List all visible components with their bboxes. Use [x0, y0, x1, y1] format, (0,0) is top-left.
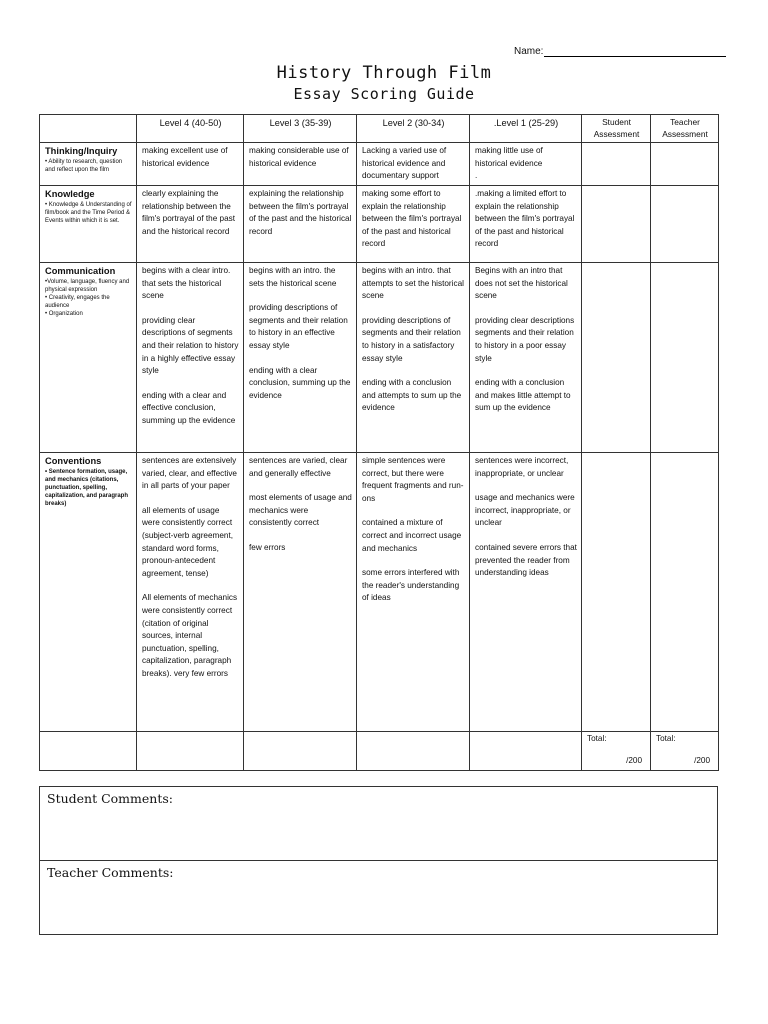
- total-value: /200: [626, 756, 642, 766]
- descriptor: providing clear descriptions of segments and their relation to history in a highly effective essay style: [142, 315, 239, 376]
- rubric-row-thinking: [40, 143, 719, 186]
- level-1-cell: [470, 186, 582, 263]
- level-1-cell: [470, 453, 582, 732]
- descriptor: begins with an intro. that attempts to set the historical scene: [362, 266, 464, 301]
- document-title: History Through Film: [276, 63, 492, 83]
- descriptor: contained severe errors that prevented the reader from understanding ideas: [475, 542, 577, 578]
- descriptor: providing descriptions of segments and their relation to history in a satisfactory essay style: [362, 315, 461, 363]
- descriptor: .: [475, 171, 478, 181]
- descriptor: All elements of mechanics were consistently correct (citation of original sources, internal punctuation, spelling, capitalization, paragraph breaks). very few errors: [142, 593, 238, 678]
- level-1-cell: [470, 263, 582, 453]
- empty-cell: [40, 732, 137, 771]
- teacher-score-cell[interactable]: [651, 453, 719, 732]
- criterion-cell: [40, 263, 137, 453]
- criterion-description: •Volume, language, fluency and physical expression • Creativity, engages the audience • Organization: [45, 279, 130, 317]
- level-2-cell: [357, 186, 470, 263]
- header-level-3: Level 3 (35-39): [244, 115, 357, 143]
- name-field[interactable]: [514, 46, 726, 57]
- descriptor: making considerable use of historical evidence: [249, 146, 349, 168]
- level-4-cell: [137, 143, 244, 186]
- level-3-cell: [244, 453, 357, 732]
- rubric-row-communication: [40, 263, 719, 453]
- descriptor: some errors interfered with the reader's understanding of ideas: [362, 568, 460, 603]
- descriptor: providing clear descriptions segments and their relation to history in a poor essay style: [475, 315, 575, 363]
- descriptor: making little use of historical evidence: [475, 146, 543, 168]
- descriptor: most elements of usage and mechanics were consistently correct: [249, 493, 352, 528]
- descriptor: ending with a conclusion and attempts to sum up the evidence: [362, 378, 462, 413]
- total-label: Total:: [656, 734, 676, 743]
- header-level-4: Level 4 (40-50): [137, 115, 244, 143]
- descriptor: all elements of usage were consistently correct (subject-verb agreement, standard word forms, pronoun-antecedent agreement, tense): [142, 505, 234, 578]
- level-4-cell: [137, 453, 244, 732]
- student-score-cell[interactable]: [582, 143, 651, 186]
- header-teacher-assessment: Teacher Assessment: [651, 115, 719, 143]
- teacher-comments-box[interactable]: [40, 860, 717, 934]
- criterion-cell: [40, 186, 137, 263]
- teacher-total-cell[interactable]: [651, 732, 719, 771]
- criterion-title: Communication: [45, 266, 116, 276]
- header-row: [40, 115, 719, 143]
- descriptor: begins with a clear intro. that sets the historical scene: [142, 266, 231, 301]
- criterion-cell: [40, 143, 137, 186]
- descriptor: begins with an intro. the sets the historical scene: [249, 266, 337, 288]
- total-label: Total:: [587, 734, 607, 743]
- criterion-title: Thinking/Inquiry: [45, 146, 118, 156]
- criterion-description: • Sentence formation, usage, and mechanics (citations, punctuation, spelling, capitalization, and paragraph breaks): [45, 469, 129, 507]
- descriptor: Begins with an intro that does not set the historical scene: [475, 266, 568, 301]
- teacher-score-cell[interactable]: [651, 186, 719, 263]
- empty-cell: [137, 732, 244, 771]
- descriptor: usage and mechanics were incorrect, inappropriate, or unclear: [475, 493, 575, 528]
- student-comments-label: Student Comments:: [47, 791, 173, 806]
- criterion-title: Conventions: [45, 456, 102, 466]
- header-level-2: Level 2 (30-34): [357, 115, 470, 143]
- empty-cell: [357, 732, 470, 771]
- descriptor: clearly explaining the relationship between the film's portrayal of the past and the historical record: [142, 189, 236, 236]
- descriptor: making some effort to explain the relationship between the film's portrayal of the past and historical record: [362, 189, 462, 249]
- level-4-cell: [137, 186, 244, 263]
- rubric-row-conventions: [40, 453, 719, 732]
- teacher-comments-label: Teacher Comments:: [47, 865, 174, 880]
- name-label: Name:: [514, 46, 544, 57]
- rubric-row-knowledge: [40, 186, 719, 263]
- level-4-cell: [137, 263, 244, 453]
- level-3-cell: [244, 143, 357, 186]
- descriptor: providing descriptions of segments and their relation to history in an effective essay style: [249, 303, 348, 350]
- header-blank: [40, 115, 137, 143]
- descriptor: sentences are varied, clear and generally effective: [249, 456, 348, 478]
- descriptor: .making a limited effort to explain the relationship between the film's portrayal of the past and historical record: [475, 189, 575, 249]
- comments-section: [39, 786, 718, 935]
- total-value: /200: [694, 756, 710, 766]
- descriptor: explaining the relationship between the film's portrayal of the past and the historical record: [249, 189, 352, 236]
- student-score-cell[interactable]: [582, 186, 651, 263]
- level-2-cell: [357, 453, 470, 732]
- header-student-assessment: Student Assessment: [582, 115, 651, 143]
- name-line[interactable]: [544, 46, 726, 57]
- teacher-score-cell[interactable]: [651, 143, 719, 186]
- level-1-cell: [470, 143, 582, 186]
- descriptor: few errors: [249, 542, 286, 552]
- descriptor: ending with a clear and effective conclusion, summing up the evidence: [142, 390, 236, 425]
- student-score-cell[interactable]: [582, 453, 651, 732]
- level-3-cell: [244, 263, 357, 453]
- totals-row: [40, 732, 719, 771]
- empty-cell: [244, 732, 357, 771]
- header-level-1: .Level 1 (25-29): [470, 115, 582, 143]
- descriptor: sentences are extensively varied, clear, and effective in all parts of your paper: [142, 456, 237, 491]
- criterion-description: • Knowledge & Understanding of film/book and the Time Period & Events within which it is set.: [45, 202, 132, 224]
- criterion-title: Knowledge: [45, 189, 95, 199]
- teacher-score-cell[interactable]: [651, 263, 719, 453]
- descriptor: sentences were incorrect, inappropriate, or unclear: [475, 456, 569, 478]
- student-total-cell[interactable]: [582, 732, 651, 771]
- descriptor: ending with a clear conclusion, summing up the evidence: [249, 365, 351, 400]
- scoring-rubric-table: [39, 114, 719, 771]
- empty-cell: [470, 732, 582, 771]
- level-3-cell: [244, 186, 357, 263]
- criterion-cell: [40, 453, 137, 732]
- student-comments-box[interactable]: [40, 787, 717, 860]
- student-score-cell[interactable]: [582, 263, 651, 453]
- document-subtitle: Essay Scoring Guide: [293, 85, 475, 103]
- level-2-cell: [357, 143, 470, 186]
- descriptor: simple sentences were correct, but there were frequent fragments and run-ons: [362, 456, 464, 503]
- descriptor: Lacking a varied use of historical evidence and documentary support: [362, 146, 447, 181]
- descriptor: contained a mixture of correct and incorrect usage and mechanics: [362, 518, 462, 553]
- level-2-cell: [357, 263, 470, 453]
- descriptor: ending with a conclusion and makes little attempt to sum up the evidence: [475, 378, 571, 413]
- criterion-description: • Ability to research, question and reflect upon the film: [45, 159, 123, 173]
- descriptor: making excellent use of historical evidence: [142, 146, 228, 168]
